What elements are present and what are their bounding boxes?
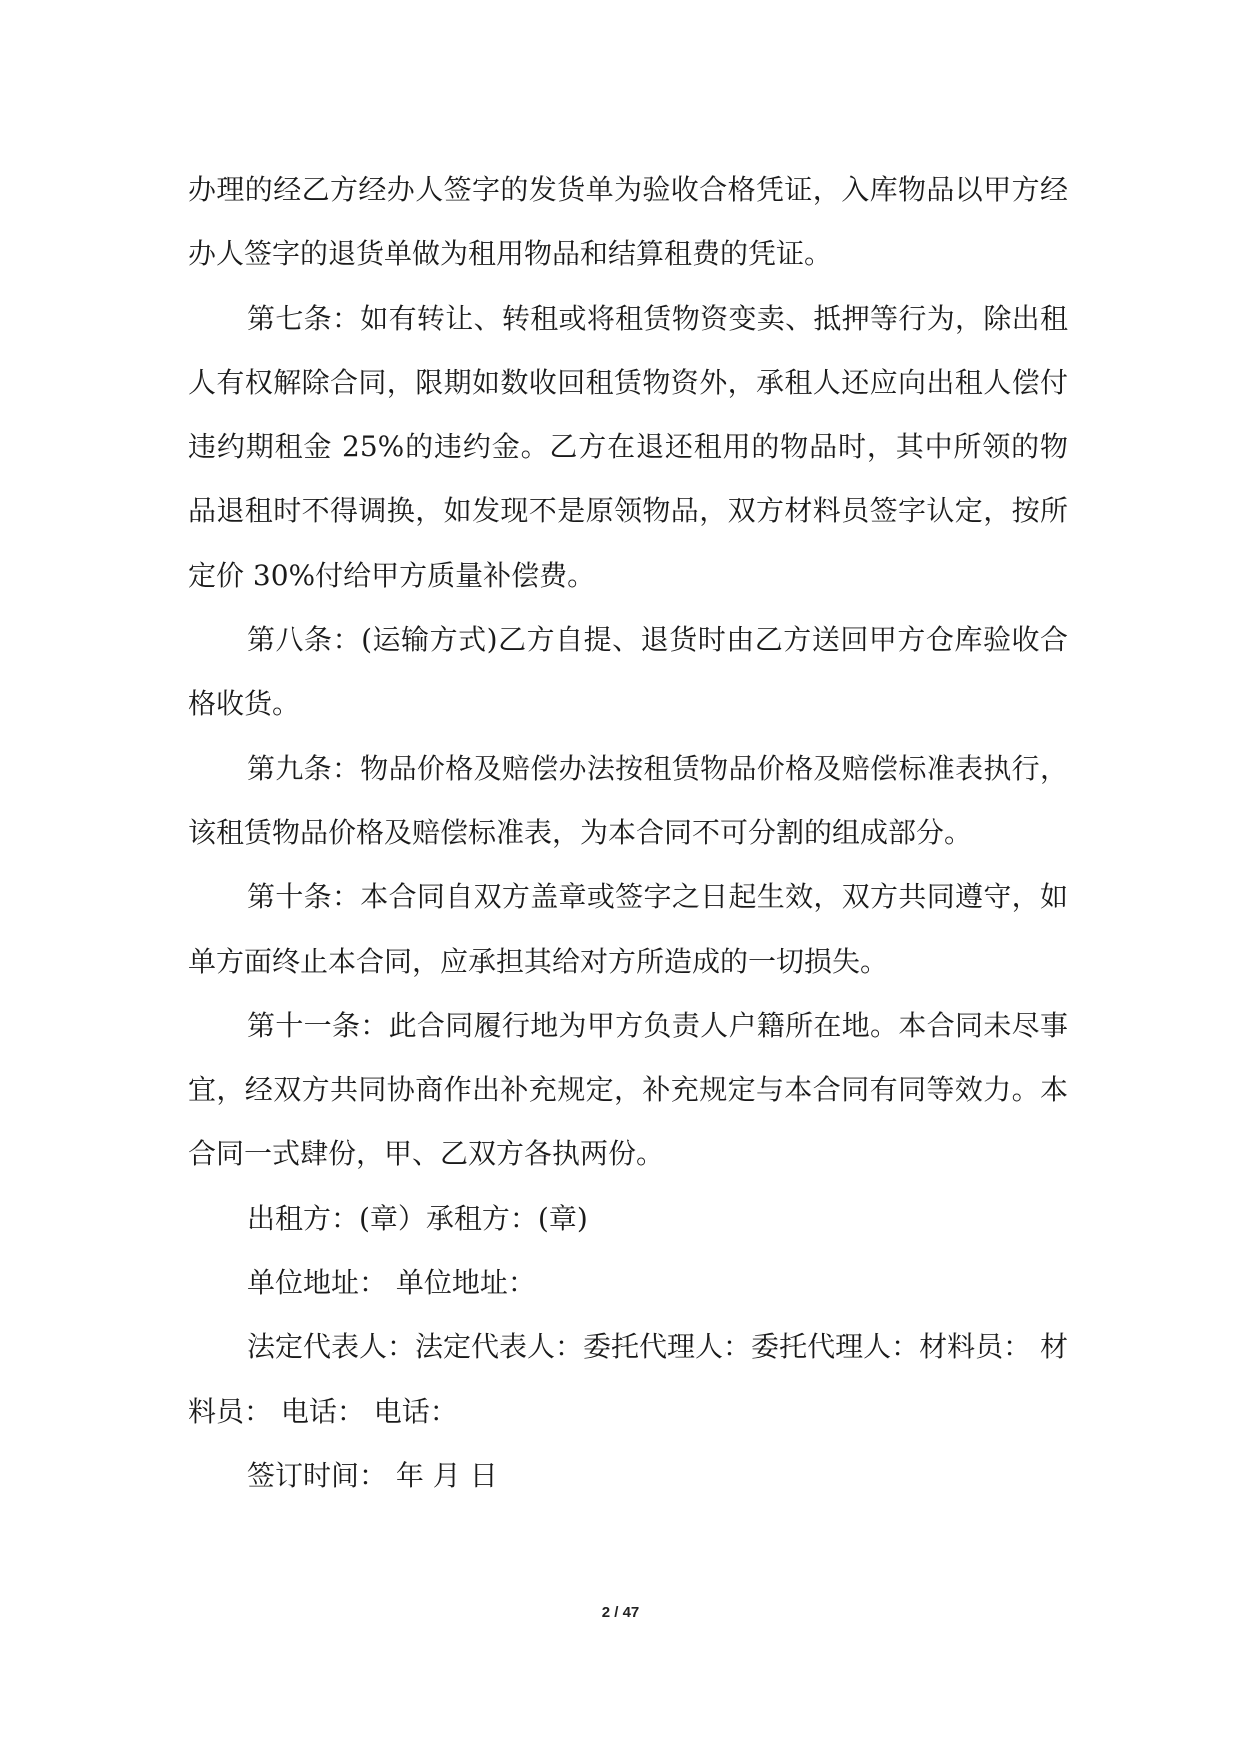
signing-date-line: 签订时间： 年 月 日 <box>247 1458 498 1492</box>
paragraph-article-10: 第十条：本合同自双方盖章或签字之日起生效，双方共同遵守，如单方面终止本合同，应承担其给对方所造成的一切损失。 <box>188 880 1068 978</box>
paragraph-article-7: 第七条：如有转让、转租或将租赁物资变卖、抵押等行为，除出租人有权解除合同，限期如数收回租赁物资外，承租人还应向出租人偿付违约期租金 25%的违约金。乙方在退还租用的物品时，其中所领的物品退租时不得调换，如发现不是原领物品，双方材料员签字认定，按所定价 30%付给甲方质量补偿费。 <box>188 301 1068 592</box>
paragraph-article-11: 第十一条：此合同履行地为甲方负责人户籍所在地。本合同未尽事宜，经双方共同协商作出补充规定，补充规定与本合同有同等效力。本合同一式肆份，甲、乙双方各执两份。 <box>188 1008 1068 1171</box>
paragraph-article-8: 第八条：(运输方式)乙方自提、退货时由乙方送回甲方仓库验收合格收货。 <box>188 623 1068 721</box>
paragraph-article-9: 第九条：物品价格及赔偿办法按租赁物品价格及赔偿标准表执行，该租赁物品价格及赔偿标准表，为本合同不可分割的组成部分。 <box>188 751 1068 849</box>
paragraph-continuation: 办理的经乙方经办人签字的发货单为验收合格凭证，入库物品以甲方经办人签字的退货单做为租用物品和结算租费的凭证。 <box>188 173 1068 271</box>
address-line: 单位地址： 单位地址： <box>247 1266 536 1300</box>
page-number: 2 / 47 <box>601 1604 640 1621</box>
representatives-line: 法定代表人：法定代表人：委托代理人：委托代理人：材料员： 材料员： 电话： 电话： <box>188 1330 1068 1428</box>
document-body <box>188 158 1068 1508</box>
signature-parties-line: 出租方：(章）承租方：(章) <box>247 1201 588 1235</box>
